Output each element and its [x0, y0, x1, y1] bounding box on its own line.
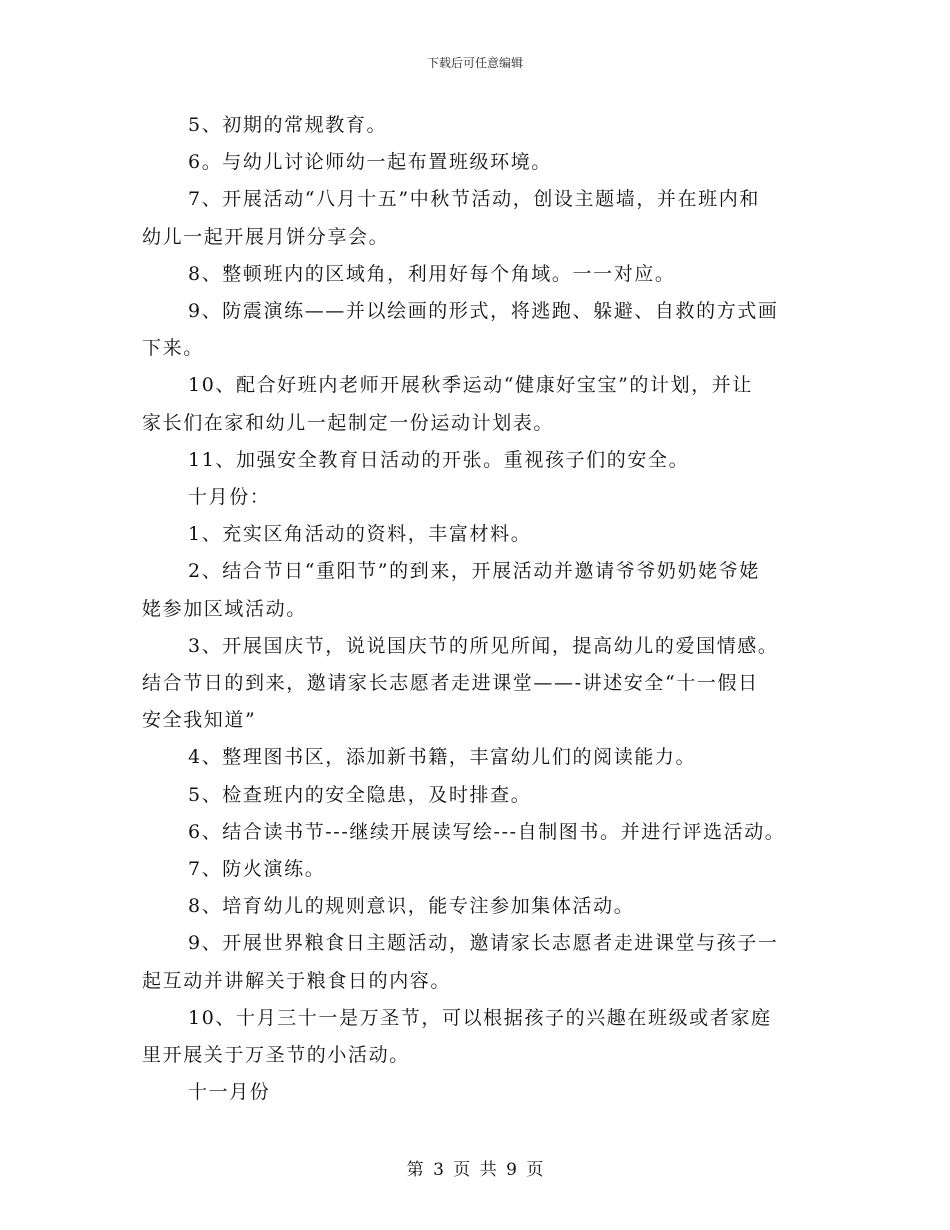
- text-line: 6、结合读书节---继续开展读写绘---自制图书。并进行评选活动。: [188, 820, 786, 843]
- text-line: 3、开展国庆节，说说国庆节的所见所闻，提高幼儿的爱国情感。: [188, 634, 779, 657]
- text-line: 7、防火演练。: [188, 858, 326, 880]
- text-line: 十一月份: [188, 1081, 271, 1104]
- text-line: 10、配合好班内老师开展秋季运动“健康好宝宝”的计划，并让: [188, 374, 754, 397]
- text-line: 姥参加区域活动。: [142, 597, 307, 620]
- text-line: 2、结合节日“重阳节”的到来，开展活动并邀请爷爷奶奶姥爷姥: [188, 560, 760, 583]
- text-line: 十月份：: [188, 486, 271, 508]
- text-line: 11、加强安全教育日活动的开张。重视孩子们的安全。: [188, 448, 690, 471]
- text-line: 4、整理图书区，添加新书籍，丰富幼儿们的阅读能力。: [188, 746, 697, 769]
- text-line: 里开展关于万圣节的小活动。: [142, 1044, 410, 1066]
- text-line: 幼儿一起开展月饼分享会。: [142, 225, 390, 248]
- text-line: 安全我知道”: [142, 709, 257, 732]
- text-line: 5、检查班内的安全隐患，及时排查。: [188, 783, 532, 806]
- text-line: 下来。: [142, 337, 204, 360]
- text-line: 8、整顿班内的区域角，利用好每个角域。一一对应。: [188, 262, 676, 285]
- text-line: 7、开展活动“八月十五”中秋节活动，创设主题墙，并在班内和: [188, 188, 760, 211]
- text-line: 结合节日的到来，邀请家长志愿者走进课堂——-讲述安全“十一假日: [142, 672, 759, 694]
- text-line: 6。与幼儿讨论师幼一起布置班级环境。: [188, 151, 552, 174]
- page-footer: 第 3 页 共 9 页: [406, 1160, 544, 1180]
- text-line: 家长们在家和幼儿一起制定一份运动计划表。: [142, 411, 555, 434]
- text-line: 9、防震演练——并以绘画的形式，将逃跑、躲避、自救的方式画: [188, 300, 779, 322]
- text-line: 起互动并讲解关于粮食日的内容。: [142, 969, 452, 992]
- text-line: 1、充实区角活动的资料，丰富材料。: [188, 523, 532, 546]
- text-line: 8、培育幼儿的规则意识，能专注参加集体活动。: [188, 895, 635, 918]
- text-line: 9、开展世界粮食日主题活动，邀请家长志愿者走进课堂与孩子一: [188, 932, 779, 955]
- page-header: 下载后可任意编辑: [426, 56, 523, 70]
- text-line: 5、初期的常规教育。: [188, 114, 388, 136]
- text-line: 10、十月三十一是万圣节，可以根据孩子的兴趣在班级或者家庭: [188, 1006, 772, 1029]
